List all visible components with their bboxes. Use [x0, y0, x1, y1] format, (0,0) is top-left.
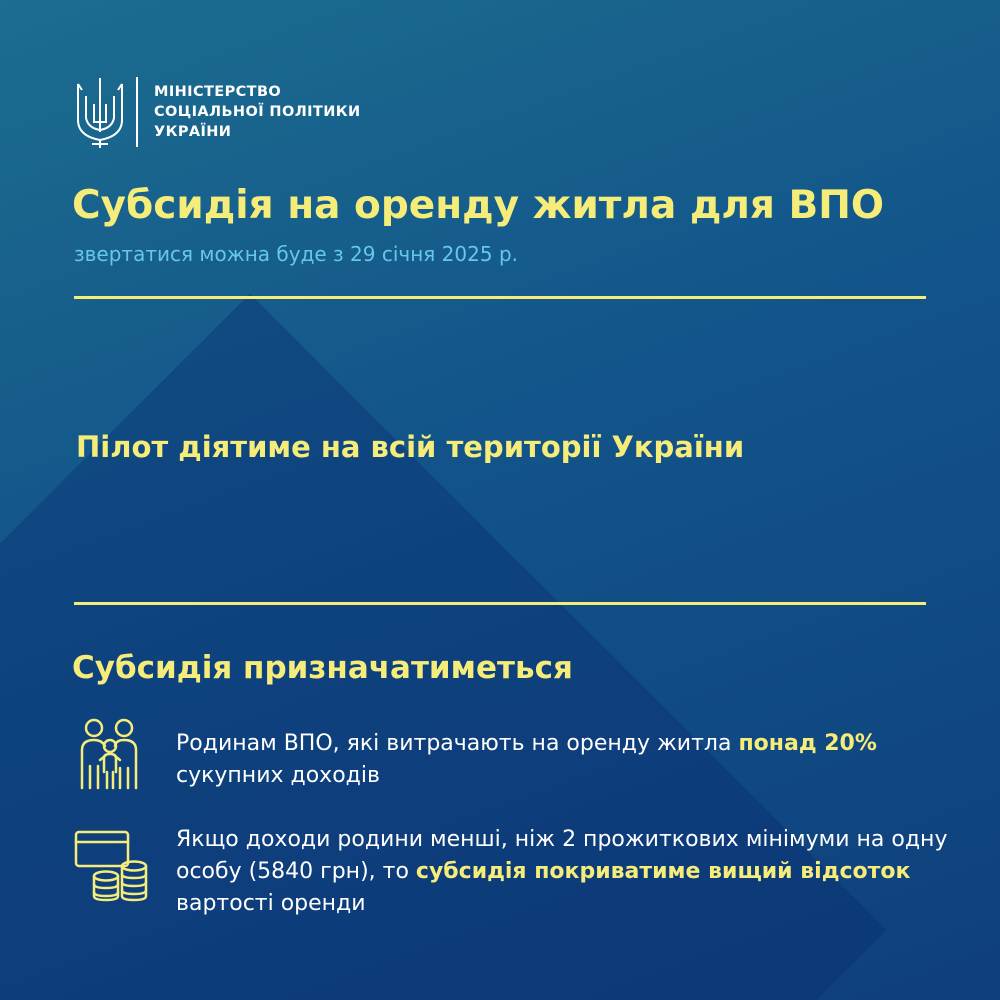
benefit-family-highlight: понад 20%: [738, 731, 877, 756]
divider-bottom: [74, 602, 926, 605]
benefit-family-text-start: Родинам ВПО, які витрачають на оренду житла: [176, 731, 739, 756]
page-subtitle: звертатися можна буде з 29 січня 2025 р.: [74, 242, 518, 266]
ministry-name-line-3: УКРАЇНИ: [154, 124, 232, 140]
logo-divider: [136, 77, 138, 147]
benefit-item-family: [72, 716, 956, 796]
ministry-name-line-1: МІНІСТЕРСТВО: [154, 84, 282, 100]
benefit-income-text-end: вартості оренди: [176, 891, 366, 916]
trident-icon: [72, 74, 128, 150]
benefit-income-text-start: Якщо доходи родини менші, ніж 2 прожиткових мінімуми на одну особу (5840 грн), то: [176, 827, 948, 884]
benefit-income-highlight: субсидія покриватиме вищий відсоток: [415, 859, 911, 884]
ministry-name: [154, 82, 361, 142]
family-icon: [72, 716, 152, 796]
pilot-statement: Пілот діятиме на всій території України: [76, 430, 745, 464]
benefit-item-income: [72, 824, 956, 920]
divider-top: [74, 296, 926, 299]
ministry-name-line-2: СОЦІАЛЬНОЇ ПОЛІТИКИ: [154, 104, 361, 120]
money-icon: [72, 824, 152, 904]
benefit-text-income: [176, 824, 956, 920]
page-title: Субсидія на оренду житла для ВПО: [72, 183, 885, 228]
ministry-logo: [72, 74, 361, 150]
section-heading: Субсидія призначатиметься: [72, 650, 573, 686]
benefit-family-text-end: сукупних доходів: [176, 763, 380, 788]
benefit-text-family: [176, 728, 956, 792]
